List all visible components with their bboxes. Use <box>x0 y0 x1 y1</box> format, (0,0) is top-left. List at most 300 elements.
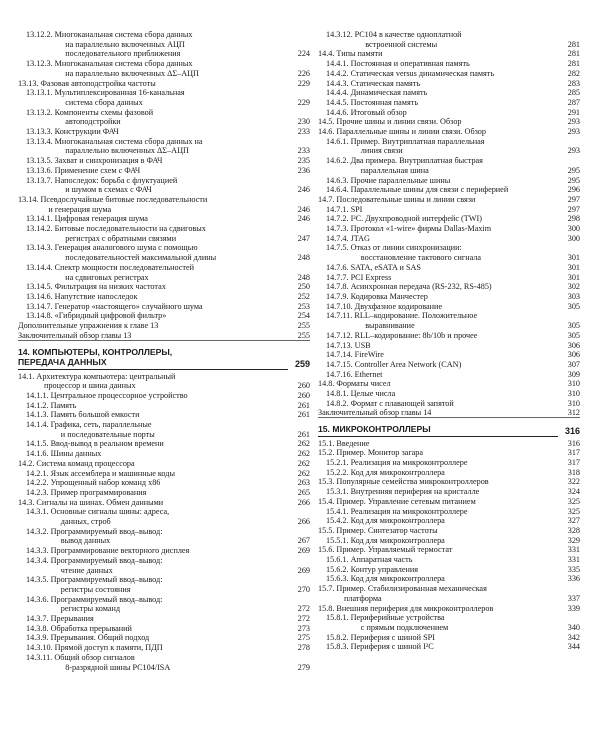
toc-entry <box>318 341 580 351</box>
toc-entry <box>18 30 310 59</box>
toc-entry-title: 14. КОМПЬЮТЕРЫ, КОНТРОЛЛЕРЫ, ПЕРЕДАЧА ДАННЫХ <box>18 347 288 370</box>
toc-page-number: 344 <box>567 642 580 652</box>
toc-entry <box>18 556 310 575</box>
toc-entry-title: 14.1.1. Центральное процессорное устройство <box>26 390 188 400</box>
toc-entry <box>18 624 310 634</box>
toc-page-number: 265 <box>297 487 310 497</box>
toc-entry-title: 15.3.1. Внутренняя периферия на кристалле <box>326 487 480 497</box>
toc-entry <box>18 372 310 391</box>
toc-entry <box>318 302 580 312</box>
toc-entry-title: 14.3.3. Программирование векторного дисплея <box>26 546 190 556</box>
toc-entry-title: 15.8.2. Периферия с шиной SPI <box>326 632 435 642</box>
toc-page-number: 270 <box>297 584 310 594</box>
toc-page-number: 301 <box>567 253 580 263</box>
toc-entry-title: 14.3.7. Прерывания <box>26 614 94 624</box>
toc-entry-title: 15.1. Введение <box>318 438 370 448</box>
toc-entry-title: 13.13.3. Конструкции ФАЧ <box>26 127 119 137</box>
toc-entry-title: 14.3.4. Программируемый ввод–вывод: чтение данных <box>26 555 163 575</box>
toc-entry-title: 13.14.7. Генератор «настоящего» случайного шума <box>26 301 203 311</box>
toc-entry <box>318 214 580 224</box>
toc-entry <box>318 205 580 215</box>
toc-entry <box>318 555 580 565</box>
toc-entry-title: 13.13.5. Захват и синхронизация в ФАЧ <box>26 156 163 166</box>
toc-entry <box>318 477 580 487</box>
toc-entry <box>318 574 580 584</box>
toc-entry-title: 13.13.2. Компоненты схемы фазовой автоподстройки <box>26 107 154 127</box>
toc-entry-title: 14.4.1. Постоянная и оперативная память <box>326 59 470 69</box>
toc-entry-title: 14.3.10. Прямой доступ к памяти, ПДП <box>26 643 163 653</box>
toc-entry-title: 14.3.6. Программируемый ввод–вывод: регистры команд <box>26 594 163 614</box>
toc-entry-title: 13.14.8. «Гибридный цифровой фильтр» <box>26 311 167 321</box>
toc-page-number: 305 <box>567 321 580 331</box>
toc-entry-title: 14.1.5. Ввод-вывод в реальном времени <box>26 439 164 449</box>
toc-entry <box>18 439 310 449</box>
toc-entry <box>18 243 310 262</box>
toc-entry <box>18 59 310 78</box>
toc-page-number: 335 <box>567 564 580 574</box>
toc-left-column <box>18 30 310 672</box>
toc-entry <box>318 88 580 98</box>
toc-page-number: 309 <box>567 369 580 379</box>
toc-entry-title: 15. МИКРОКОНТРОЛЛЕРЫ <box>318 424 558 437</box>
toc-entry <box>18 633 310 643</box>
toc-page-number: 226 <box>297 68 310 78</box>
toc-entry-title: 15.6.1. Аппаратная часть <box>326 555 413 565</box>
toc-page-number: 329 <box>567 535 580 545</box>
toc-page-number: 301 <box>567 272 580 282</box>
toc-entry <box>18 311 310 321</box>
toc-entry <box>18 498 310 508</box>
toc-entry <box>18 321 310 331</box>
toc-entry <box>18 488 310 498</box>
toc-entry-title: 15.6. Пример. Управляемый термостат <box>318 545 453 555</box>
toc-page-number: 250 <box>297 282 310 292</box>
toc-entry <box>318 30 580 49</box>
toc-entry <box>318 360 580 370</box>
toc-entry <box>318 127 580 137</box>
toc-entry-title: 15.6.3. Код для микроконтроллера <box>326 574 445 584</box>
toc-entry-title: 14.7. Последовательные шины и линии связи <box>318 194 476 204</box>
toc-chapter-heading <box>318 424 580 437</box>
toc-entry <box>18 263 310 282</box>
toc-page-number: 236 <box>297 165 310 175</box>
toc-page-number: 273 <box>297 623 310 633</box>
toc-entry <box>318 389 580 399</box>
toc-entry <box>18 127 310 137</box>
toc-page-number: 279 <box>297 662 310 672</box>
toc-page-number: 262 <box>297 439 310 449</box>
toc-page-number: 293 <box>567 127 580 137</box>
toc-page-number: 301 <box>567 262 580 272</box>
toc-entry-title: 14.7.8. Асинхронная передача (RS-232, RS-485) <box>326 282 492 292</box>
toc-entry-title: 13.14.4. Спектр мощности последовательностей на сдвиговых регистрах <box>26 262 195 282</box>
toc-page-number: 260 <box>297 390 310 400</box>
toc-page-number: 281 <box>567 49 580 59</box>
toc-entry <box>18 214 310 224</box>
toc-entry <box>318 458 580 468</box>
toc-entry-title: 14.3.12. PC104 в качестве одноплатной встроенной системы <box>326 30 462 49</box>
toc-page-number: 317 <box>567 458 580 468</box>
toc-entry-title: 14.4.2. Статическая versus динамическая память <box>326 68 495 78</box>
toc-entry <box>18 176 310 195</box>
toc-entry-title: 14.7.15. Controller Area Network (CAN) <box>326 359 462 369</box>
toc-entry <box>318 370 580 380</box>
toc-entry-title: 15.8.1. Периферийные устройства с прямым подключением <box>326 613 449 632</box>
toc-page-number: 339 <box>567 603 580 613</box>
toc-entry-title: 14.3.1. Основные сигналы шины: адреса, данных, строб <box>26 507 170 527</box>
toc-chapter-heading <box>18 347 310 370</box>
toc-entry-title: 13.13.6. Применение схем с ФАЧ <box>26 165 141 175</box>
toc-entry <box>318 137 580 156</box>
toc-page-number: 275 <box>297 633 310 643</box>
toc-entry-title: 14.2. Система команд процессора <box>18 458 135 468</box>
toc-entry-title: 14.7.9. Кодировка Манчестер <box>326 291 428 301</box>
toc-page-number: 263 <box>297 478 310 488</box>
toc-entry <box>318 185 580 195</box>
toc-entry <box>318 507 580 517</box>
toc-entry <box>318 439 580 449</box>
toc-entry-title: 15.2.2. Код для микроконтроллера <box>326 467 445 477</box>
toc-entry <box>318 565 580 575</box>
toc-entry <box>18 292 310 302</box>
toc-entry-title: 15.3. Популярные семейства микроконтроллеров <box>318 477 489 487</box>
toc-entry <box>18 527 310 546</box>
toc-entry-title: 14.7.1. SPI <box>326 204 363 214</box>
toc-entry-title: 14.8.1. Целые числа <box>326 389 396 399</box>
toc-entry <box>318 176 580 186</box>
toc-entry <box>318 234 580 244</box>
toc-page-number: 293 <box>567 146 580 156</box>
toc-entry <box>18 88 310 107</box>
toc-entry-title: 14.3.5. Программируемый ввод–вывод: регистры состояния <box>26 575 163 594</box>
toc-page-number: 318 <box>567 467 580 477</box>
toc-entry <box>318 642 580 652</box>
toc-page-number: 325 <box>567 506 580 516</box>
toc-entry <box>18 478 310 488</box>
toc-entry-title: 15.6.2. Контур управления <box>326 564 419 574</box>
toc-page-number: 229 <box>297 97 310 107</box>
toc-entry-title: 13.14.1. Цифровая генерация шума <box>26 214 148 224</box>
toc-entry-title: 14.4. Типы памяти <box>318 49 383 59</box>
toc-entry-title: 13.14.2. Битовые последовательности на сдвиговых регистрах с обратными связями <box>26 224 206 243</box>
toc-page-number: 316 <box>564 426 580 437</box>
toc-entry-title: 14.4.6. Итоговый обзор <box>326 107 407 117</box>
toc-entry-title: 14.4.4. Динамическая память <box>326 88 428 98</box>
toc-entry <box>318 497 580 507</box>
toc-entry <box>318 379 580 389</box>
toc-entry <box>318 633 580 643</box>
toc-entry <box>318 613 580 632</box>
toc-entry-title: 14.4.5. Постоянная память <box>326 97 419 107</box>
toc-page-number: 262 <box>297 449 310 459</box>
toc-entry-title: 13.12.3. Многоканальная система сбора данных на параллельно включенных ΔΣ–АЦП <box>26 59 199 78</box>
toc-entry <box>18 507 310 526</box>
toc-page-number: 272 <box>297 604 310 614</box>
toc-page-number: 252 <box>297 291 310 301</box>
toc-entry-title: 14.7.7. PCI Express <box>326 272 392 282</box>
toc-page-number: 262 <box>297 468 310 478</box>
toc-right-column <box>318 30 580 652</box>
toc-entry-title: 15.8. Внешняя периферия для микроконтроллеров <box>318 603 494 613</box>
toc-entry-title: 15.7. Пример. Стабилизированная механическая платформа <box>318 584 487 603</box>
toc-entry-title: 14.1.6. Шины данных <box>26 449 102 459</box>
toc-entry-title: 14.2.1. Язык ассемблера и машинные коды <box>26 468 175 478</box>
toc-page-number: 340 <box>567 622 580 632</box>
toc-page-number: 306 <box>567 340 580 350</box>
toc-page-number: 260 <box>297 381 310 391</box>
toc-page-number: 261 <box>297 400 310 410</box>
toc-page-number: 235 <box>297 156 310 166</box>
toc-entry-title: 14.4.3. Статическая память <box>326 78 421 88</box>
toc-page-number: 336 <box>567 574 580 584</box>
toc-page-number: 307 <box>567 359 580 369</box>
toc-page-number: 248 <box>297 253 310 263</box>
toc-entry <box>318 98 580 108</box>
toc-entry-title: 14.7.13. USB <box>326 340 371 350</box>
toc-entry-title: 14.3.9. Прерывания. Общий подход <box>26 633 150 643</box>
toc-entry <box>318 399 580 409</box>
toc-entry <box>318 79 580 89</box>
toc-entry <box>318 487 580 497</box>
toc-entry <box>318 311 580 330</box>
toc-entry <box>318 156 580 175</box>
toc-page-number: 247 <box>297 233 310 243</box>
toc-entry-title: 14.6.4. Параллельные шины для связи с периферией <box>326 185 509 195</box>
toc-page-number: 230 <box>297 117 310 127</box>
toc-entry-title: 14.8. Форматы чисел <box>318 379 391 389</box>
toc-entry-title: 15.4.1. Реализация на микроконтроллере <box>326 506 468 516</box>
toc-entry <box>18 401 310 411</box>
toc-entry <box>318 243 580 262</box>
toc-entry-title: 13.13.7. Напоследок: борьба с флуктуацией и шумом в схемах с ФАЧ <box>26 175 178 195</box>
toc-entry-title: 13.14. Псевдослучайные битовые последовательности и генерация шума <box>18 194 208 214</box>
toc-entry-title: 14.7.10. Двухфазное кодирование <box>326 301 443 311</box>
toc-entry <box>18 79 310 89</box>
toc-page-number: 312 <box>567 408 580 418</box>
toc-page-number: 310 <box>567 389 580 399</box>
toc-entry-title: 14.7.2. I²C. Двухпроводной интерфейс (TWI) <box>326 214 482 224</box>
toc-entry <box>318 117 580 127</box>
toc-entry-title: 15.8.3. Периферия с шиной I²C <box>326 642 434 652</box>
toc-entry-title: 14.1. Архитектура компьютера: центральный процессор и шина данных <box>18 371 176 391</box>
toc-entry <box>18 575 310 594</box>
toc-entry-title: 14.1.4. Графика, сеть, параллельные и последовательные порты <box>26 420 155 439</box>
toc-entry <box>318 195 580 205</box>
toc-entry <box>318 545 580 555</box>
toc-entry-title: 15.2.1. Реализация на микроконтроллере <box>326 458 468 468</box>
toc-entry <box>318 536 580 546</box>
toc-page-number: 281 <box>567 39 580 49</box>
toc-page-number: 310 <box>567 379 580 389</box>
toc-page-number: 285 <box>567 88 580 98</box>
toc-page-number: 253 <box>297 301 310 311</box>
toc-entry-title: 14.6.1. Пример. Внутриплатная параллельная линия связи <box>326 136 485 156</box>
toc-entry-title: 14.3.2. Программируемый ввод–вывод: вывод данных <box>26 526 163 546</box>
toc-entry-title: 13.14.3. Генерация аналогового шума с помощью последовательностей максимальной длины <box>26 243 217 263</box>
toc-page-number: 262 <box>297 458 310 468</box>
toc-page-number: 261 <box>297 410 310 420</box>
toc-entry-title: 13.13.4. Многоканальная система сбора данных на параллельно включенных ΔΣ–АЦП <box>26 136 203 156</box>
toc-page-number: 283 <box>567 78 580 88</box>
toc-page-number: 296 <box>567 185 580 195</box>
toc-page-number: 322 <box>567 477 580 487</box>
toc-entry-title: 14.3.11. Общий обзор сигналов 8-разрядной шины PC104/ISA <box>26 652 171 672</box>
toc-page-number: 305 <box>567 301 580 311</box>
toc-entry-title: 14.3.8. Обработка прерываний <box>26 623 132 633</box>
toc-entry-title: 14.7.5. Отказ от линии синхронизации: восстановление тактового сигнала <box>326 243 482 263</box>
toc-entry <box>18 595 310 614</box>
toc-entry <box>18 391 310 401</box>
toc-entry <box>318 468 580 478</box>
toc-entry-title: 15.2. Пример. Монитор загара <box>318 448 424 458</box>
toc-page-number: 327 <box>567 516 580 526</box>
toc-entry <box>18 282 310 292</box>
toc-page-number: 331 <box>567 545 580 555</box>
toc-entry <box>318 331 580 341</box>
toc-page-number: 305 <box>567 330 580 340</box>
toc-page-number: 287 <box>567 97 580 107</box>
toc-entry-title: 14.1.3. Память большой емкости <box>26 410 140 420</box>
toc-page-number: 302 <box>567 282 580 292</box>
toc-page-number: 324 <box>567 487 580 497</box>
toc-entry <box>18 224 310 243</box>
toc-page-number: 291 <box>567 107 580 117</box>
toc-entry-title: 14.3. Сигналы на шинах. Обмен данными <box>18 497 164 507</box>
toc-entry-title: 14.2.3. Пример программирования <box>26 487 147 497</box>
toc-entry-title: 13.13. Фазовая автоподстройка частоты <box>18 78 156 88</box>
toc-entry <box>18 643 310 653</box>
toc-entry-title: 14.5. Прочие шины и линии связи. Обзор <box>318 117 462 127</box>
toc-page-number: 269 <box>297 565 310 575</box>
toc-page-number: 317 <box>567 448 580 458</box>
toc-entry-title: 13.14.5. Фильтрация на низких частотах <box>26 282 166 292</box>
toc-entry <box>318 292 580 302</box>
toc-entry <box>18 420 310 439</box>
toc-entry-title: 14.1.2. Память <box>26 400 77 410</box>
toc-entry <box>318 350 580 360</box>
toc-page-number: 281 <box>567 59 580 69</box>
toc-page-number: 337 <box>567 593 580 603</box>
toc-entry-title: 15.4.2. Код для микроконтроллера <box>326 516 445 526</box>
toc-entry <box>18 410 310 420</box>
toc-entry <box>18 156 310 166</box>
toc-page-number: 259 <box>294 359 310 369</box>
toc-entry-title: 15.5.1. Код для микроконтроллера <box>326 535 445 545</box>
toc-entry <box>18 108 310 127</box>
toc-entry <box>318 282 580 292</box>
toc-entry-title: 14.7.3. Протокол «1-wire» фирмы Dallas-Maxim <box>326 224 492 234</box>
toc-entry <box>318 108 580 118</box>
toc-entry <box>318 273 580 283</box>
toc-page-number: 267 <box>297 536 310 546</box>
toc-entry <box>18 195 310 214</box>
toc-page-number: 310 <box>567 398 580 408</box>
toc-page-number: 255 <box>297 321 310 331</box>
toc-entry-title: Заключительный обзор главы 13 <box>18 330 132 340</box>
toc-entry <box>18 469 310 479</box>
toc-page-number: 233 <box>297 146 310 156</box>
toc-entry <box>318 69 580 79</box>
toc-page-number: 248 <box>297 272 310 282</box>
toc-entry <box>18 449 310 459</box>
toc-page-number: 266 <box>297 497 310 507</box>
toc-page-number: 278 <box>297 643 310 653</box>
toc-entry-title: 13.12.2. Многоканальная система сбора данных на параллельно включенных АЦП последовательного приближения <box>26 30 193 59</box>
toc-entry-title: 14.2.2. Упрощенный набор команд x86 <box>26 478 161 488</box>
toc-entry-title: 14.6.2. Два примера. Внутриплатная быстрая параллельная шина <box>326 156 483 175</box>
toc-entry-title: 14.7.12. RLL–кодирование: 8b/10b и прочее <box>326 330 478 340</box>
toc-page-number: 272 <box>297 614 310 624</box>
toc-entry-title: 13.13.1. Мультиплексированная 16-канальная система сбора данных <box>26 88 185 107</box>
toc-entry <box>318 59 580 69</box>
toc-entry-title: 14.7.11. RLL–кодирование. Положительное выравнивание <box>326 311 478 331</box>
toc-page-number: 229 <box>297 78 310 88</box>
toc-entry-title: 13.14.6. Напутствие напоследок <box>26 291 138 301</box>
toc-entry <box>318 408 580 418</box>
toc-entry <box>18 302 310 312</box>
toc-entry-title: 14.8.2. Формат с плавающей запятой <box>326 398 454 408</box>
toc-entry <box>318 526 580 536</box>
toc-page-number: 300 <box>567 224 580 234</box>
toc-page-number: 246 <box>297 214 310 224</box>
toc-page-number: 298 <box>567 214 580 224</box>
toc-entry <box>18 331 310 341</box>
toc-entry <box>318 224 580 234</box>
toc-entry-title: Заключительный обзор главы 14 <box>318 408 432 418</box>
toc-page-number: 316 <box>567 438 580 448</box>
toc-entry <box>318 584 580 603</box>
toc-page-number: 269 <box>297 546 310 556</box>
toc-entry-title: 14.7.16. Ethernet <box>326 369 383 379</box>
toc-entry-title: 14.7.14. FireWire <box>326 350 384 360</box>
toc-page-number: 255 <box>297 330 310 340</box>
toc-page-number: 246 <box>297 185 310 195</box>
toc-entry <box>318 516 580 526</box>
toc-entry <box>318 448 580 458</box>
toc-page-number: 295 <box>567 175 580 185</box>
toc-entry-title: Дополнительные упражнения к главе 13 <box>18 321 159 331</box>
toc-page-number: 246 <box>297 204 310 214</box>
toc-entry-title: 15.4. Пример. Управление сетевым питанием <box>318 496 476 506</box>
toc-page-number: 306 <box>567 350 580 360</box>
toc-page-number: 261 <box>297 429 310 439</box>
toc-entry <box>18 459 310 469</box>
toc-page-number: 331 <box>567 555 580 565</box>
toc-page-number: 224 <box>297 49 310 59</box>
toc-entry <box>18 614 310 624</box>
toc-page-number: 295 <box>567 165 580 175</box>
toc-page-number: 254 <box>297 311 310 321</box>
toc-entry <box>18 166 310 176</box>
toc-page-number: 325 <box>567 496 580 506</box>
toc-entry <box>18 137 310 156</box>
toc-page-number: 233 <box>297 127 310 137</box>
toc-entry <box>318 263 580 273</box>
toc-page-number: 342 <box>567 632 580 642</box>
toc-entry-title: 14.7.4. JTAG <box>326 233 370 243</box>
toc-entry <box>318 604 580 614</box>
toc-page-number: 297 <box>567 204 580 214</box>
toc-page-number: 293 <box>567 117 580 127</box>
toc-page-number: 297 <box>567 194 580 204</box>
toc-entry-title: 15.5. Пример. Синтезатор частоты <box>318 525 438 535</box>
toc-entry-title: 14.7.6. SATA, eSATA и SAS <box>326 262 421 272</box>
toc-page-number: 303 <box>567 291 580 301</box>
toc-entry <box>318 49 580 59</box>
toc-page-number: 266 <box>297 517 310 527</box>
toc-page-number: 282 <box>567 68 580 78</box>
toc-entry <box>18 653 310 672</box>
